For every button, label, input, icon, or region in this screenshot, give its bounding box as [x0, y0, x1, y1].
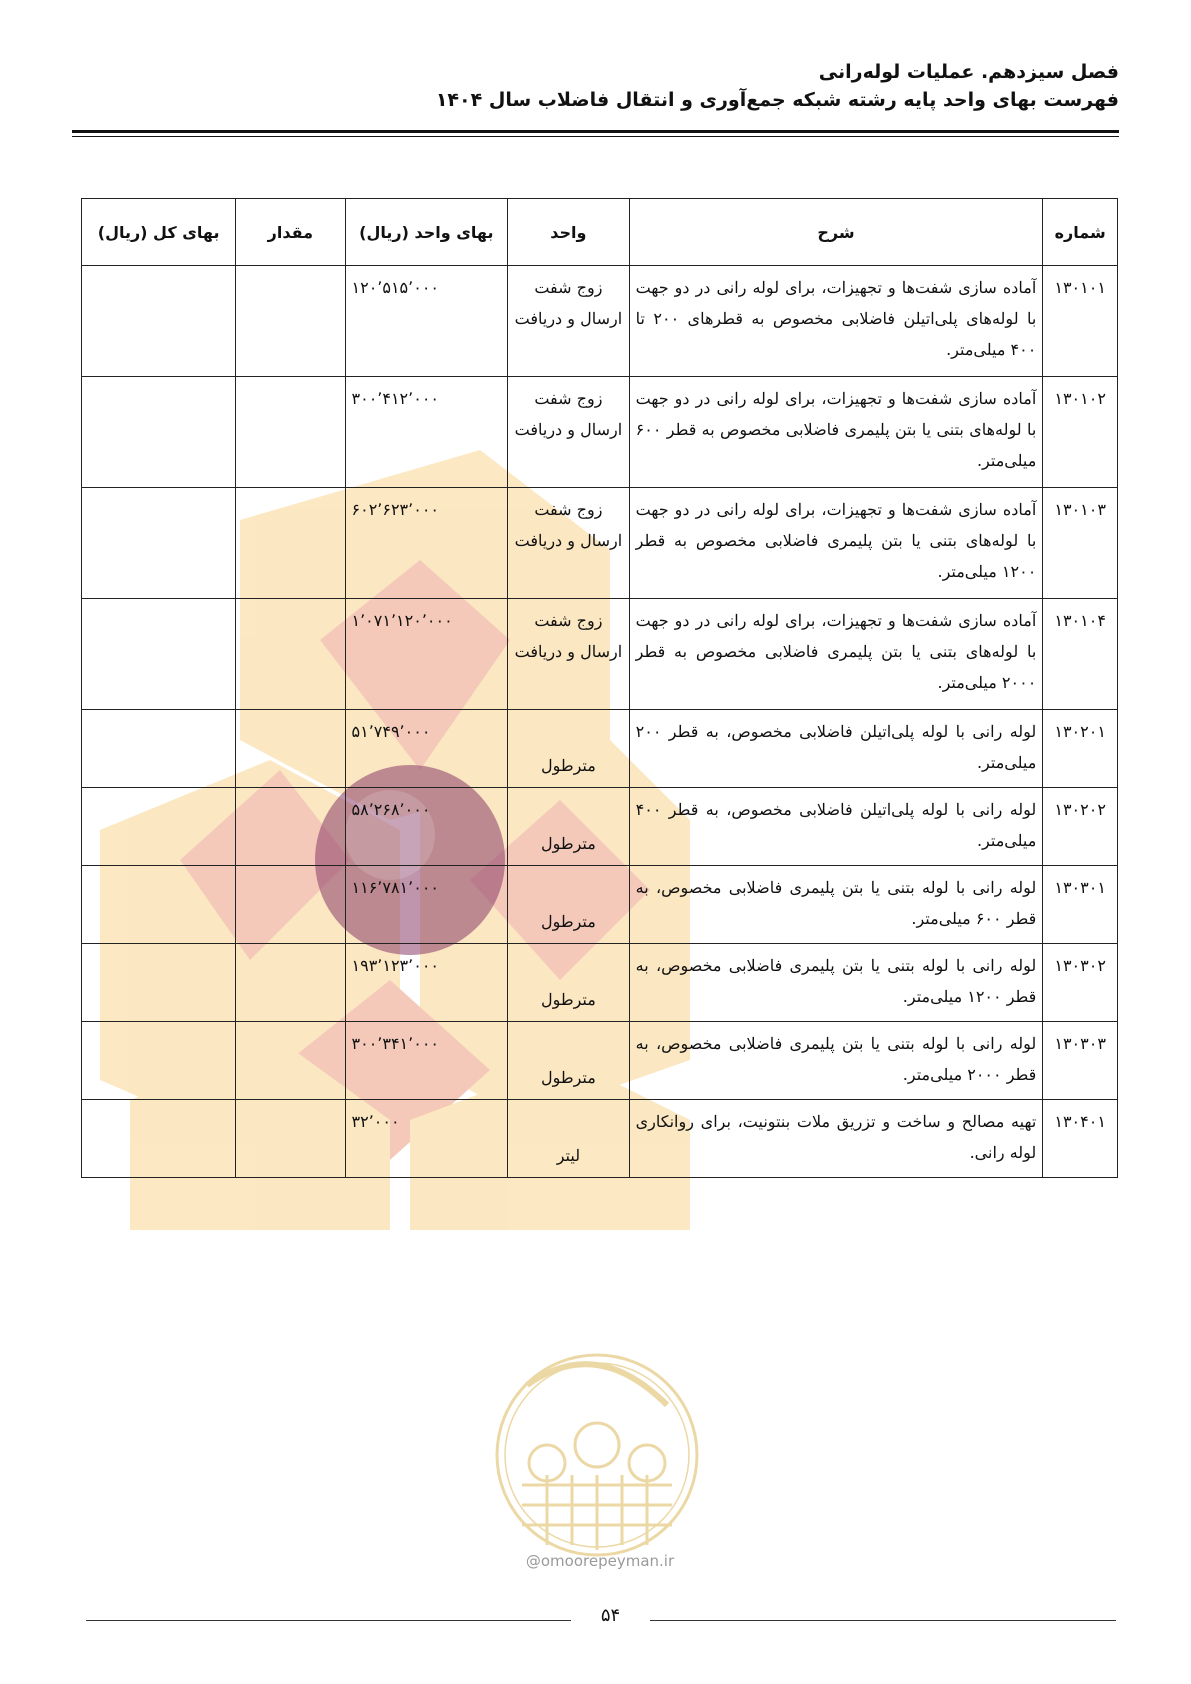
item-number: ۱۳۰۳۰۲ [1043, 944, 1118, 1022]
page-number: ۵۴ [600, 1605, 621, 1626]
item-total-price [82, 488, 236, 599]
item-unit: مترطول [508, 788, 630, 866]
item-unit: مترطول [508, 1022, 630, 1100]
item-unit-price: ۱۹۳٬۱۲۳٬۰۰۰ [345, 944, 508, 1022]
table-row [82, 377, 1118, 488]
item-total-price [82, 377, 236, 488]
header-rule-thick [72, 130, 1119, 133]
table-row [82, 1100, 1118, 1178]
item-unit: مترطول [508, 866, 630, 944]
item-unit: زوج شفت ارسال و دریافت [508, 599, 630, 710]
item-quantity [236, 599, 345, 710]
item-quantity [236, 710, 345, 788]
item-number: ۱۳۰۴۰۱ [1043, 1100, 1118, 1178]
item-number: ۱۳۰۲۰۲ [1043, 788, 1118, 866]
item-unit-price: ۳۲٬۰۰۰ [345, 1100, 508, 1178]
item-quantity [236, 377, 345, 488]
table-row [82, 788, 1118, 866]
item-unit: مترطول [508, 710, 630, 788]
website-watermark: @omoorepeyman.ir [525, 1552, 675, 1570]
table-row [82, 1022, 1118, 1100]
seal-logo [487, 1345, 707, 1575]
item-description: لوله رانی با لوله بتنی یا بتن پلیمری فاضلابی مخصوص، به قطر ۱۲۰۰ میلی‌متر. [629, 944, 1043, 1022]
item-description: آماده سازی شفت‌ها و تجهیزات، برای لوله رانی در دو جهت با لوله‌های بتنی یا بتن پلیمری فاضلابی مخصوص به قطر ۶۰۰ میلی‌متر. [629, 377, 1043, 488]
table-row [82, 599, 1118, 710]
item-unit-price: ۵۱٬۷۴۹٬۰۰۰ [345, 710, 508, 788]
item-total-price [82, 788, 236, 866]
item-description: لوله رانی با لوله بتنی یا بتن پلیمری فاضلابی مخصوص، به قطر ۲۰۰۰ میلی‌متر. [629, 1022, 1043, 1100]
table-row [82, 866, 1118, 944]
item-quantity [236, 266, 345, 377]
item-unit: زوج شفت ارسال و دریافت [508, 488, 630, 599]
item-number: ۱۳۰۱۰۱ [1043, 266, 1118, 377]
item-unit-price: ۶۰۲٬۶۲۳٬۰۰۰ [345, 488, 508, 599]
item-unit-price: ۱٬۰۷۱٬۱۲۰٬۰۰۰ [345, 599, 508, 710]
footer-rule-right [650, 1620, 1116, 1621]
item-number: ۱۳۰۱۰۴ [1043, 599, 1118, 710]
table-row [82, 488, 1118, 599]
item-unit: لیتر [508, 1100, 630, 1178]
item-total-price [82, 866, 236, 944]
item-unit-price: ۳۰۰٬۳۴۱٬۰۰۰ [345, 1022, 508, 1100]
item-unit-price: ۳۰۰٬۴۱۲٬۰۰۰ [345, 377, 508, 488]
item-unit-price: ۱۲۰٬۵۱۵٬۰۰۰ [345, 266, 508, 377]
item-quantity [236, 944, 345, 1022]
item-total-price [82, 944, 236, 1022]
column-header-description: شرح [629, 199, 1043, 266]
column-header-total-price: بهای کل (ریال) [82, 199, 236, 266]
item-description: لوله رانی با لوله بتنی یا بتن پلیمری فاضلابی مخصوص، به قطر ۶۰۰ میلی‌متر. [629, 866, 1043, 944]
item-description: آماده سازی شفت‌ها و تجهیزات، برای لوله رانی در دو جهت با لوله‌های بتنی یا بتن پلیمری فاضلابی مخصوص به قطر ۲۰۰۰ میلی‌متر. [629, 599, 1043, 710]
item-number: ۱۳۰۳۰۳ [1043, 1022, 1118, 1100]
table-row [82, 944, 1118, 1022]
page-header [72, 58, 1119, 114]
chapter-title: فصل سیزدهم. عملیات لوله‌رانی [818, 61, 1119, 83]
item-unit: مترطول [508, 944, 630, 1022]
item-description: تهیه مصالح و ساخت و تزریق ملات بنتونیت، برای روانکاری لوله رانی. [629, 1100, 1043, 1178]
table-header-row [82, 199, 1118, 266]
header-rule-thin [72, 136, 1119, 137]
item-description: لوله رانی با لوله پلی‌اتیلن فاضلابی مخصوص، به قطر ۲۰۰ میلی‌متر. [629, 710, 1043, 788]
item-quantity [236, 1022, 345, 1100]
item-description: آماده سازی شفت‌ها و تجهیزات، برای لوله رانی در دو جهت با لوله‌های بتنی یا بتن پلیمری فاضلابی مخصوص به قطر ۱۲۰۰ میلی‌متر. [629, 488, 1043, 599]
item-description: لوله رانی با لوله پلی‌اتیلن فاضلابی مخصوص، به قطر ۴۰۰ میلی‌متر. [629, 788, 1043, 866]
item-total-price [82, 1022, 236, 1100]
item-unit: زوج شفت ارسال و دریافت [508, 266, 630, 377]
column-header-unit: واحد [508, 199, 630, 266]
document-subtitle: فهرست بهای واحد پایه رشته شبکه جمع‌آوری و انتقال فاضلاب سال ۱۴۰۴ [435, 89, 1119, 111]
column-header-quantity: مقدار [236, 199, 345, 266]
item-number: ۱۳۰۲۰۱ [1043, 710, 1118, 788]
item-total-price [82, 599, 236, 710]
item-number: ۱۳۰۱۰۳ [1043, 488, 1118, 599]
price-list-table [81, 198, 1118, 1178]
item-number: ۱۳۰۳۰۱ [1043, 866, 1118, 944]
item-quantity [236, 788, 345, 866]
column-header-unit-price: بهای واحد (ریال) [345, 199, 508, 266]
item-unit: زوج شفت ارسال و دریافت [508, 377, 630, 488]
item-total-price [82, 710, 236, 788]
footer-rule-left [86, 1620, 571, 1621]
item-unit-price: ۵۸٬۲۶۸٬۰۰۰ [345, 788, 508, 866]
column-header-number: شماره [1043, 199, 1118, 266]
item-description: آماده سازی شفت‌ها و تجهیزات، برای لوله رانی در دو جهت با لوله‌های پلی‌اتیلن فاضلابی مخصوص به قطرهای ۲۰۰ تا ۴۰۰ میلی‌متر. [629, 266, 1043, 377]
item-total-price [82, 266, 236, 377]
item-unit-price: ۱۱۶٬۷۸۱٬۰۰۰ [345, 866, 508, 944]
item-number: ۱۳۰۱۰۲ [1043, 377, 1118, 488]
item-quantity [236, 1100, 345, 1178]
item-quantity [236, 488, 345, 599]
table-row [82, 710, 1118, 788]
item-quantity [236, 866, 345, 944]
table-row [82, 266, 1118, 377]
item-total-price [82, 1100, 236, 1178]
